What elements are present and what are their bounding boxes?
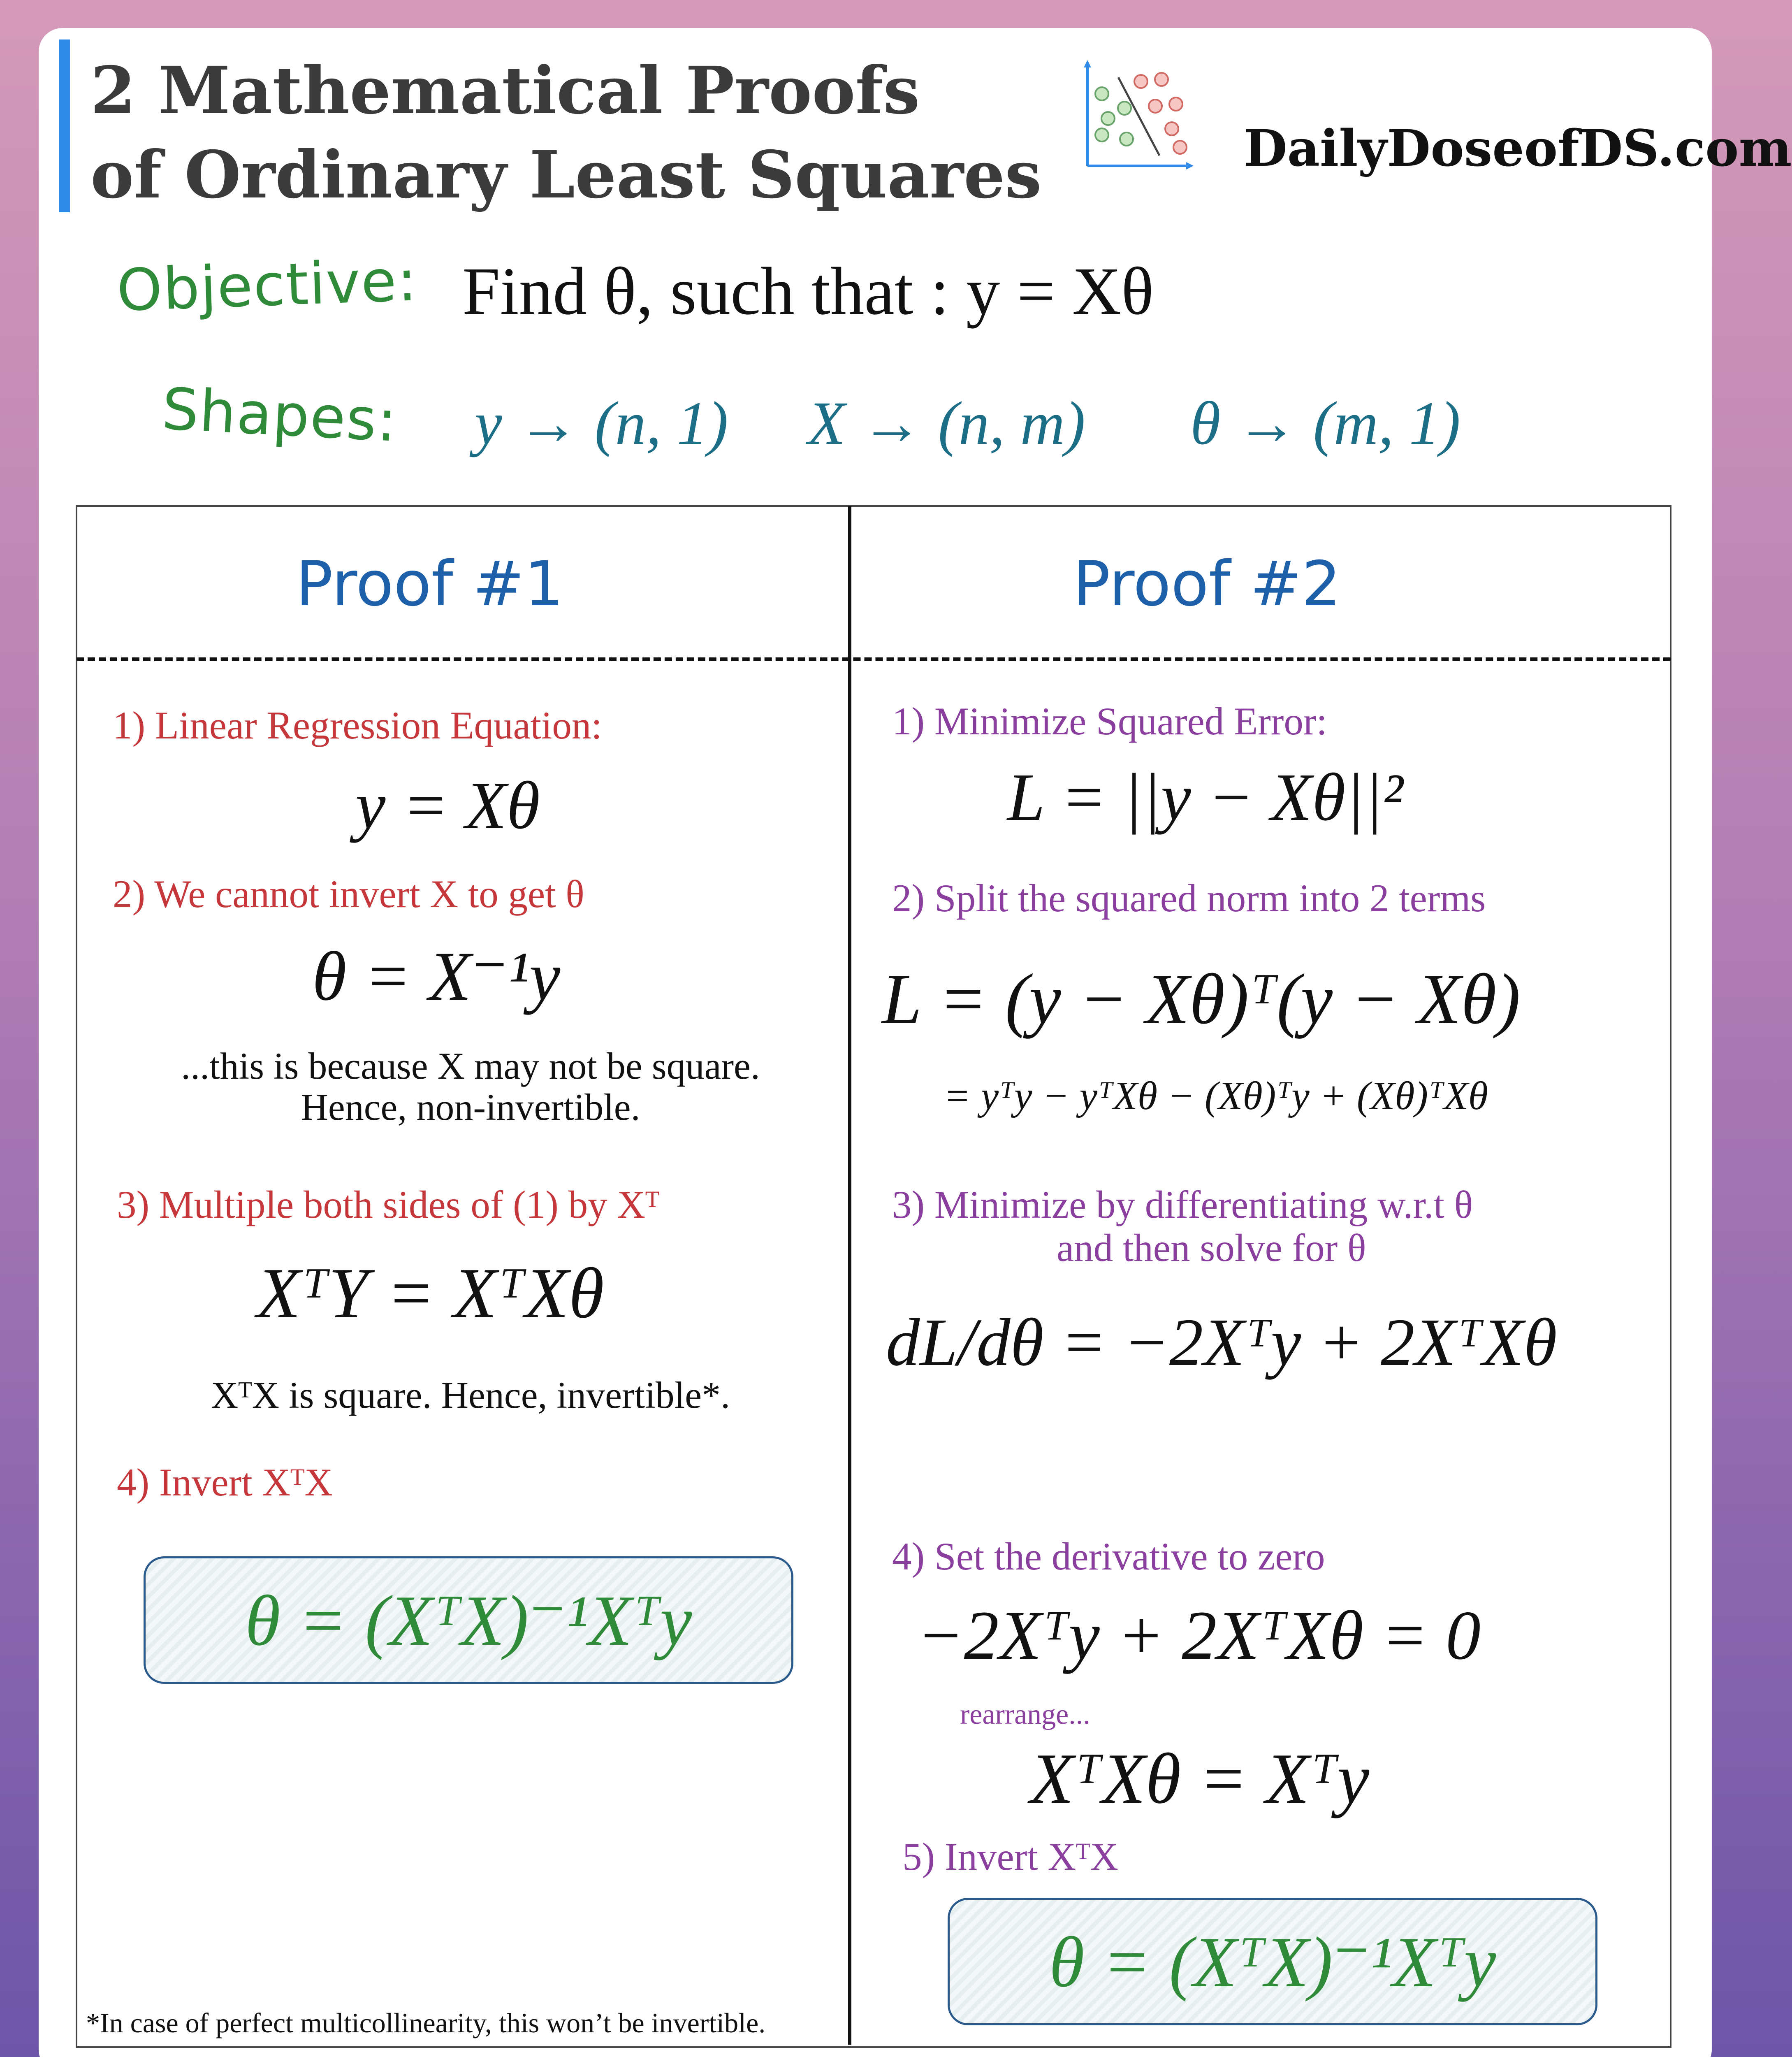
proof1-eq2: θ = X⁻¹y [312,938,561,1015]
page-title [90,49,1042,217]
proof2-result-box: θ = (XᵀX)⁻¹Xᵀy [948,1898,1597,2025]
proof2-eq3: dL/dθ = −2Xᵀy + 2XᵀXθ [886,1305,1557,1380]
scatter-plot-icon [1079,57,1194,180]
objective-equation: Find θ, such that : y = Xθ [462,253,1154,329]
shape-x: X → (n, m) [808,389,1085,457]
shapes-label: Shapes: [160,376,399,455]
title-accent-bar [59,39,70,212]
proof1-title: Proof #1 [296,548,564,620]
proof2-step3-line1: 3) Minimize by differentiating w.r.t θ [892,1183,1473,1226]
proof1-step4: 4) Invert XᵀX [117,1460,333,1504]
proof1-eq1: y = Xθ [355,768,540,843]
proof1-result-box: θ = (XᵀX)⁻¹Xᵀy [144,1556,793,1684]
infographic-card [39,28,1792,2057]
proof2-eq2a: L = (y − Xθ)ᵀ(y − Xθ) [882,959,1521,1039]
proof2-step2: 2) Split the squared norm into 2 terms [892,876,1486,920]
title-line-2: of Ordinary Least Squares [90,137,1042,213]
proof1-eq3: XᵀY = XᵀXθ [257,1253,604,1333]
objective-label: Objective: [116,247,419,325]
title-line-1: 2 Mathematical Proofs [90,53,920,129]
proof2-step3-line2: and then solve for θ [1057,1226,1366,1270]
shape-theta: θ → (m, 1) [1190,389,1460,457]
proof1-step1: 1) Linear Regression Equation: [113,703,602,747]
shape-y: y → (n, 1) [475,389,728,457]
brand-logo [1079,57,1792,193]
proof1-note3: XᵀX is square. Hence, invertible*. [211,1374,730,1416]
proof2-step5: 5) Invert XᵀX [902,1835,1119,1878]
proof1-note2-line2: Hence, non-invertible. [301,1086,640,1128]
proof1-step3: 3) Multiple both sides of (1) by Xᵀ [117,1183,660,1226]
proof2-step1: 1) Minimize Squared Error: [892,699,1327,743]
header-dashed-separator [77,657,1671,661]
proof2-eq2b: = yᵀy − yᵀXθ − (Xθ)ᵀy + (Xθ)ᵀXθ [944,1074,1488,1118]
brand-name[interactable]: DailyDoseofDS.com [1244,118,1792,178]
proof1-note2-line1: ...this is because X may not be square. [181,1045,760,1087]
proof2-step4: 4) Set the derivative to zero [892,1535,1325,1578]
footnote: *In case of perfect multicollinearity, this won’t be invertible. [86,2007,766,2038]
proof1-step2: 2) We cannot invert X to get θ [113,872,584,916]
proof2-title: Proof #2 [1073,548,1341,620]
proof2-rearrange: rearrange... [960,1699,1090,1730]
column-divider [848,506,851,2045]
proof2-eq4b: XᵀXθ = Xᵀy [1030,1739,1370,1818]
proof2-eq1: L = ||y − Xθ||² [1007,759,1403,835]
proof2-eq4: −2Xᵀy + 2XᵀXθ = 0 [917,1597,1481,1674]
